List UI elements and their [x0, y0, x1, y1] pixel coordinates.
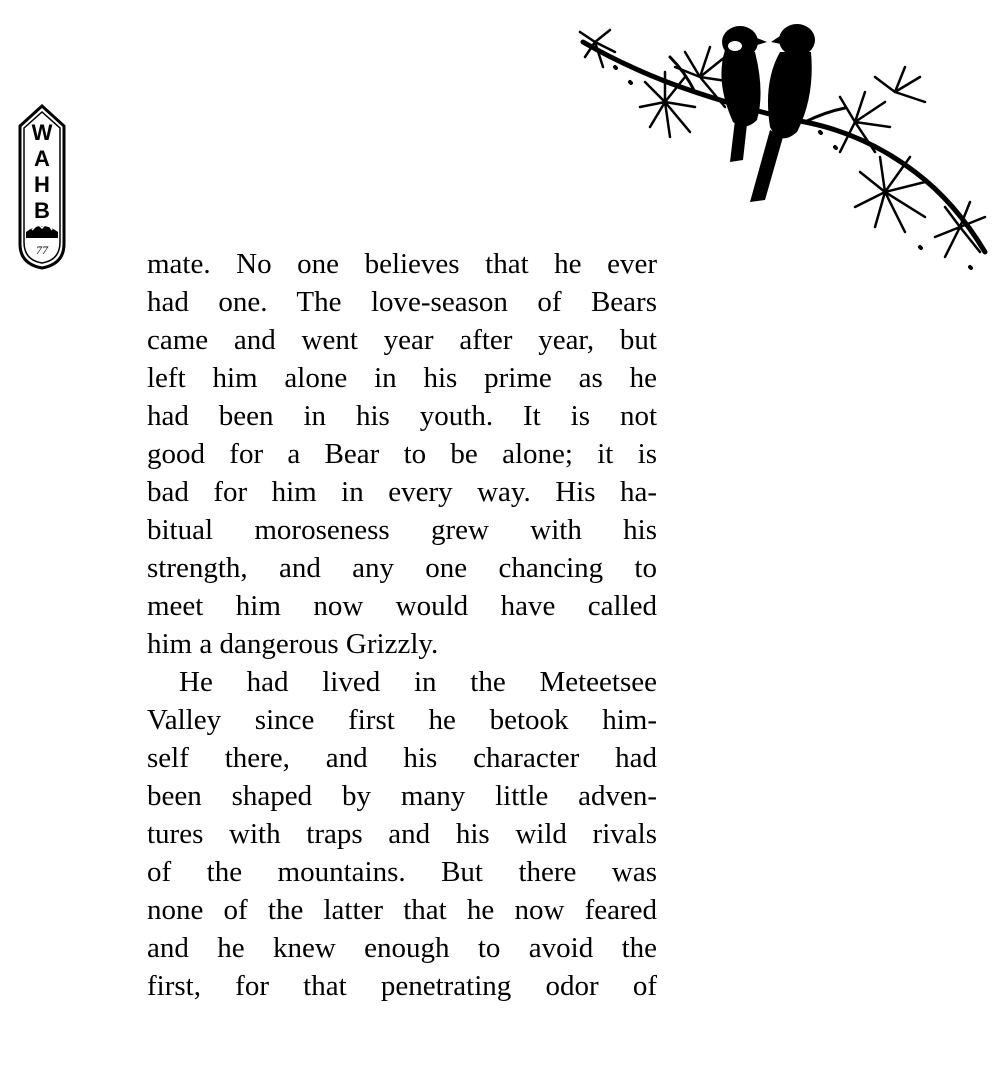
text-line: came and went year after year, but: [147, 324, 657, 356]
text-line: had one. The love-season of Bears: [147, 286, 657, 318]
text-line: strength, and any one chancing to: [147, 552, 657, 584]
paragraph-2: [147, 663, 657, 1005]
text-line: been shaped by many little adven-: [147, 780, 657, 812]
birds-on-pine-branch-icon: [575, 12, 993, 274]
page-number: 77: [36, 243, 48, 257]
text-line: mate. No one believes that he ever: [147, 248, 657, 280]
text-line: him a dangerous Grizzly.: [147, 628, 439, 660]
emblem-letter-a: A: [34, 146, 50, 171]
paragraph-1: [147, 245, 657, 663]
text-line: good for a Bear to be alone; it is: [147, 438, 657, 470]
text-line: He had lived in the Meteetsee: [179, 666, 657, 698]
text-line: bitual moroseness grew with his: [147, 514, 657, 546]
text-line: bad for him in every way. His ha-: [147, 476, 657, 508]
text-line: meet him now would have called: [147, 590, 657, 622]
text-line: first, for that penetrating odor of: [147, 970, 657, 1002]
emblem-letter-w: W: [31, 120, 53, 145]
emblem-letter-h: H: [34, 172, 50, 197]
text-line: left him alone in his prime as he: [147, 362, 657, 394]
text-line: of the mountains. But there was: [147, 856, 657, 888]
text-line: and he knew enough to avoid the: [147, 932, 657, 964]
text-line: self there, and his character had: [147, 742, 657, 774]
text-line: Valley since first he betook him-: [147, 704, 657, 736]
text-line: tures with traps and his wild rivals: [147, 818, 657, 850]
running-head-emblem: [14, 104, 70, 272]
emblem-letter-b: B: [34, 198, 50, 223]
text-line: none of the latter that he now feared: [147, 894, 657, 926]
text-line: had been in his youth. It is not: [147, 400, 657, 432]
body-text: [147, 245, 657, 1005]
